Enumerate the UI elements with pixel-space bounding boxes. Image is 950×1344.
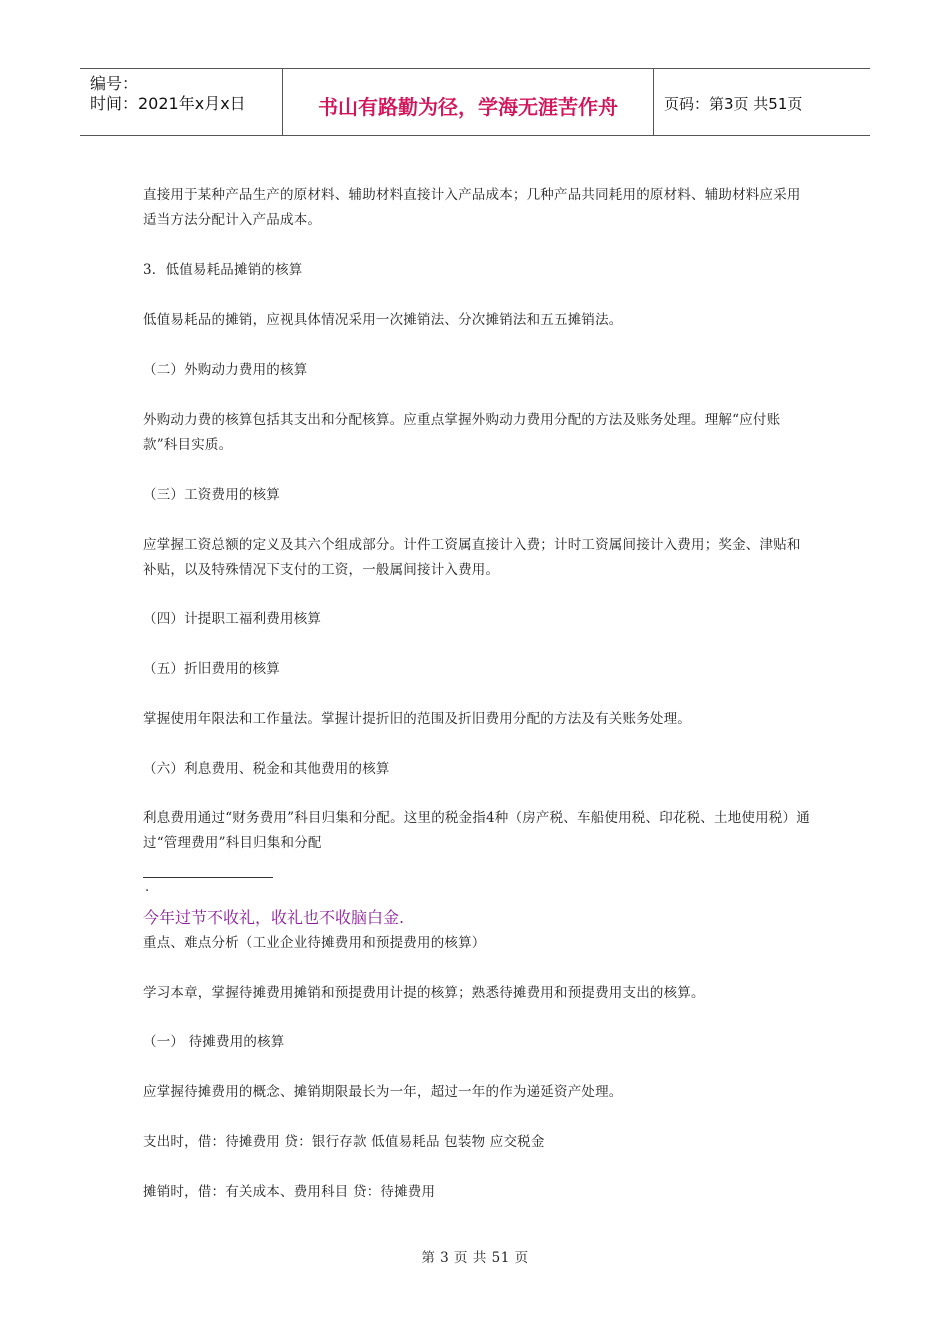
header-motto-cell [282, 69, 654, 135]
time-label: 时间：2021年x月x日 [90, 94, 246, 113]
paragraph: 摊销时，借：有关成本、费用科目 贷：待摊费用 [143, 1184, 436, 1200]
paragraph: 学习本章，掌握待摊费用摊销和预提费用计提的核算；熟悉待摊费用和预提费用支出的核算。 [143, 985, 705, 1001]
header-page-cell [654, 69, 870, 135]
page-footer: 第 3 页 共 51 页 [421, 1250, 529, 1266]
separator-dot: . [145, 880, 150, 895]
header-info-cell [80, 69, 282, 135]
number-label: 编号： [90, 74, 139, 93]
motto-text: 书山有路勤为径，学海无涯苦作舟 [318, 95, 618, 119]
separator-line [143, 877, 273, 878]
page-code: 页码：第3页 共51页 [664, 95, 803, 113]
page-header [80, 68, 870, 136]
section-heading: （一） 待摊费用的核算 [143, 1034, 285, 1050]
paragraph: 外购动力费的核算包括其支出和分配核算。应重点掌握外购动力费用分配的方法及账务处理。理解“应付账款”科目实质。 [143, 412, 781, 453]
section-heading: （六）利息费用、税金和其他费用的核算 [143, 761, 390, 777]
paragraph: 应掌握工资总额的定义及其六个组成部分。计件工资属直接计入费；计时工资属间接计入费用；奖金、津贴和补贴，以及特殊情况下支付的工资，一般属间接计入费用。 [143, 537, 801, 578]
paragraph: 利息费用通过“财务费用”科目归集和分配。这里的税金指4种（房产税、车船使用税、印花税、土地使用税）通过“管理费用”科目归集和分配 [143, 810, 810, 851]
paragraph: 低值易耗品的摊销，应视具体情况采用一次摊销法、分次摊销法和五五摊销法。 [143, 312, 623, 328]
section-heading: （五）折旧费用的核算 [143, 661, 280, 677]
paragraph: 掌握使用年限法和工作量法。掌握计提折旧的范围及折旧费用分配的方法及有关账务处理。 [143, 711, 691, 727]
purple-note: 今年过节不收礼，收礼也不收脑白金. [143, 908, 405, 927]
section-heading: （四）计提职工福利费用核算 [143, 611, 322, 627]
section-heading: 3．低值易耗品摊销的核算 [143, 262, 303, 278]
section-heading: （二）外购动力费用的核算 [143, 362, 308, 378]
paragraph: 支出时，借：待摊费用 贷：银行存款 低值易耗品 包装物 应交税金 [143, 1134, 545, 1150]
paragraph: 直接用于某种产品生产的原材料、辅助材料直接计入产品成本；几种产品共同耗用的原材料、辅助材料应采用适当方法分配计入产品成本。 [143, 187, 801, 228]
section-heading: （三）工资费用的核算 [143, 487, 280, 503]
section-heading: 重点、难点分析（工业企业待摊费用和预提费用的核算） [143, 935, 486, 951]
paragraph: 应掌握待摊费用的概念、摊销期限最长为一年，超过一年的作为递延资产处理。 [143, 1084, 623, 1100]
